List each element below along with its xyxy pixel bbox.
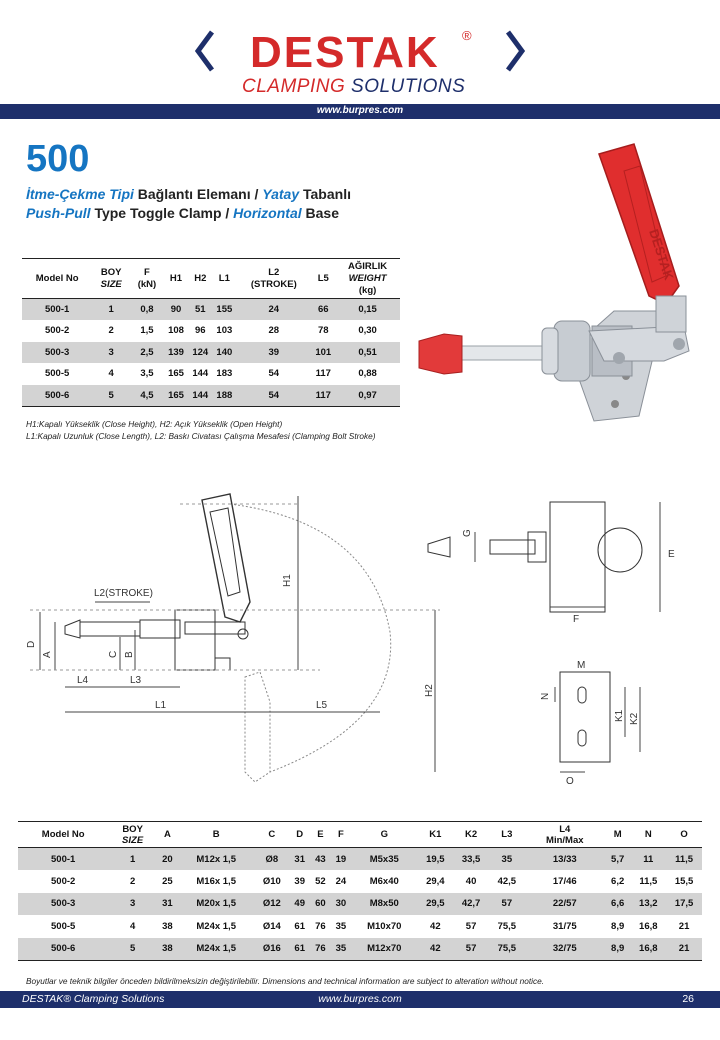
col-weight xyxy=(335,259,400,299)
table-cell: 35 xyxy=(489,848,525,871)
table-cell: 139 xyxy=(164,342,188,364)
table-cell: 19,5 xyxy=(417,848,453,871)
column-header xyxy=(254,822,289,848)
header-url-bar xyxy=(0,104,720,119)
table-cell: M6x40 xyxy=(369,875,399,887)
table-cell: 1,5 xyxy=(140,325,154,337)
table-cell: 42,5 xyxy=(497,875,517,887)
column-header-label: D xyxy=(296,829,304,840)
table-row xyxy=(18,915,702,938)
table-cell: 101 xyxy=(311,342,335,364)
label-l4: L4 xyxy=(77,675,89,686)
title-en-a: Push-Pull xyxy=(26,205,91,221)
table-cell: 39 xyxy=(294,875,305,887)
table-cell: M10x70 xyxy=(367,920,402,932)
table-cell: 17/46 xyxy=(552,875,577,887)
column-header xyxy=(289,822,310,848)
table-cell: M24x 1,5 xyxy=(178,938,255,961)
table-cell: 5,7 xyxy=(605,848,631,871)
size-en: SIZE xyxy=(100,278,122,290)
label-h2: H2 xyxy=(424,684,435,697)
col-l2 xyxy=(236,259,311,299)
table-cell: 0,97 xyxy=(335,385,400,407)
table-cell: 57 xyxy=(465,920,477,932)
table-cell: 61 xyxy=(289,938,310,961)
table-cell: M12x70 xyxy=(351,938,417,961)
label-c: C xyxy=(108,650,119,658)
label-f: F xyxy=(573,614,580,625)
table-cell: 38 xyxy=(157,938,178,961)
weight-unit: (kg) xyxy=(358,284,377,296)
note-line-1: H1:Kapalı Yükseklik (Close Height), H2: Açık Yükseklik (Open Height) xyxy=(26,419,283,429)
table-cell: 24 xyxy=(335,875,347,887)
table-cell: 117 xyxy=(311,385,335,407)
label-k2: K2 xyxy=(629,712,640,725)
header-url[interactable]: www.burpres.com xyxy=(316,105,404,116)
col-f xyxy=(130,259,164,299)
table-cell: 24 xyxy=(236,299,311,321)
table-cell: 103 xyxy=(216,325,233,337)
table-cell: 39 xyxy=(236,342,311,364)
table-cell: 15,5 xyxy=(674,875,694,887)
table-cell: 500-2 xyxy=(44,325,70,337)
table-cell: 49 xyxy=(289,893,310,916)
table-cell: 500-6 xyxy=(18,938,108,961)
table-cell: 1 xyxy=(108,848,157,871)
col-h1: H1 xyxy=(164,259,188,299)
column-header xyxy=(351,822,417,848)
label-e: E xyxy=(668,549,675,560)
title-tr-b: Bağlantı Elemanı / xyxy=(133,186,263,202)
footer-url[interactable]: www.burpres.com xyxy=(318,993,402,1005)
title-en-c: Horizontal xyxy=(233,205,302,221)
table-cell: 35 xyxy=(331,938,351,961)
dimension-table xyxy=(18,821,702,961)
table-cell: 2,5 xyxy=(130,342,164,364)
table-cell: 75,5 xyxy=(497,920,517,932)
column-header-label: K1 xyxy=(429,829,442,840)
table-cell: 500-3 xyxy=(22,342,92,364)
column-header-label: BOY xyxy=(122,823,143,835)
table-cell: 29,5 xyxy=(417,893,453,916)
table-cell: 31 xyxy=(157,893,178,916)
table-cell: Ø14 xyxy=(262,920,281,932)
page-number: 26 xyxy=(682,993,694,1005)
table-cell: 1 xyxy=(92,299,130,321)
column-header-label: M xyxy=(613,829,622,840)
table-cell: 4 xyxy=(108,368,114,380)
column-header-sub: Min/Max xyxy=(546,834,584,846)
table-row xyxy=(22,320,400,342)
column-header-label: K2 xyxy=(465,829,478,840)
label-h1: H1 xyxy=(282,574,293,587)
column-header xyxy=(331,822,351,848)
table-cell: Ø10 xyxy=(262,875,281,887)
table-cell: 33,5 xyxy=(453,848,489,871)
column-header xyxy=(157,822,178,848)
table-cell: 140 xyxy=(212,342,236,364)
table-cell: 144 xyxy=(192,368,209,380)
page-footer xyxy=(0,991,720,1008)
tagline-clamping: CLAMPING xyxy=(242,76,346,97)
table-cell: 96 xyxy=(194,325,206,337)
spec-notes xyxy=(26,418,376,442)
column-header-label: B xyxy=(212,829,220,840)
column-header-label: E xyxy=(317,829,324,840)
label-b: B xyxy=(124,651,135,658)
title-en-d: Base xyxy=(301,205,339,221)
label-l5: L5 xyxy=(316,700,328,711)
table-cell: 500-1 xyxy=(18,848,108,871)
table-cell: 60 xyxy=(310,893,330,916)
note-line-2: L1:Kapalı Uzunluk (Close Length), L2: Baskı Civatası Çalışma Mesafesi (Clamping Bolt Stroke) xyxy=(26,431,376,441)
table-cell: 13,2 xyxy=(630,893,666,916)
label-l3: L3 xyxy=(130,675,142,686)
table-cell: 155 xyxy=(212,299,236,321)
column-header xyxy=(178,822,255,848)
col-size xyxy=(92,259,130,299)
column-header xyxy=(453,822,489,848)
table-cell: 500-3 xyxy=(18,893,108,916)
table-row xyxy=(18,938,702,961)
column-header xyxy=(525,822,605,848)
spec-table xyxy=(22,258,400,407)
left-bracket-icon xyxy=(194,30,216,72)
table-cell: M20x 1,5 xyxy=(178,893,255,916)
table-cell: M16x 1,5 xyxy=(196,875,236,887)
technical-drawing xyxy=(20,482,710,792)
table-cell: 183 xyxy=(216,368,233,380)
column-header xyxy=(630,822,666,848)
table-row xyxy=(22,363,400,385)
table-cell: 35 xyxy=(335,920,347,932)
column-header-label: G xyxy=(380,829,388,840)
product-title-en xyxy=(26,205,339,221)
table-cell: 165 xyxy=(168,368,184,380)
table-cell: 40 xyxy=(465,875,477,887)
table-row xyxy=(18,893,702,916)
column-header-sub: SIZE xyxy=(122,834,144,846)
brand-tagline xyxy=(242,76,465,98)
table-cell: 32/75 xyxy=(525,938,605,961)
table-cell: M5x35 xyxy=(351,848,417,871)
brand-name: DESTAK xyxy=(250,28,440,77)
table-cell: 43 xyxy=(310,848,330,871)
table-row xyxy=(18,848,702,871)
table-cell: 54 xyxy=(268,368,280,380)
table-cell: M12x 1,5 xyxy=(178,848,255,871)
title-tr-d: Tabanlı xyxy=(299,186,351,202)
table-cell: 0,15 xyxy=(335,299,400,321)
table-cell: 11,5 xyxy=(666,848,702,871)
table-cell: 42 xyxy=(417,938,453,961)
table-cell: 0,88 xyxy=(358,368,377,380)
column-header xyxy=(108,822,157,848)
table-cell: 5 xyxy=(108,938,157,961)
column-header-label: F xyxy=(337,829,344,840)
destak-logo xyxy=(190,24,530,100)
column-header xyxy=(310,822,330,848)
title-tr-a: İtme-Çekme Tipi xyxy=(26,186,134,202)
table-cell: 16,8 xyxy=(639,920,658,932)
table-cell: 0,30 xyxy=(358,325,377,337)
table-cell: 31 xyxy=(289,848,310,871)
table-cell: 51 xyxy=(188,299,212,321)
table-cell: 2 xyxy=(129,875,136,887)
page-header xyxy=(0,0,720,120)
table-cell: 500-6 xyxy=(22,385,92,407)
label-l2-stroke: L2(STROKE) xyxy=(94,588,153,599)
right-bracket-icon xyxy=(504,30,526,72)
table-cell: 6,2 xyxy=(611,875,625,887)
table-cell: 188 xyxy=(212,385,236,407)
weight-tr: AĞIRLIK xyxy=(348,260,388,272)
table-cell: 11 xyxy=(630,848,666,871)
table-cell: 500-1 xyxy=(22,299,92,321)
table-cell: 28 xyxy=(268,325,280,337)
table-cell: 22/57 xyxy=(525,893,605,916)
table-cell: 124 xyxy=(188,342,212,364)
table-cell: 76 xyxy=(310,938,330,961)
registered-mark: ® xyxy=(462,28,472,43)
table-cell: 75,5 xyxy=(489,938,525,961)
table-cell: 76 xyxy=(315,920,326,932)
table-cell: 3 xyxy=(92,342,130,364)
table-cell: 57 xyxy=(489,893,525,916)
label-o: O xyxy=(566,776,574,787)
table-cell: M24x 1,5 xyxy=(196,920,236,932)
table-cell: 13/33 xyxy=(525,848,605,871)
table-cell: 31/75 xyxy=(552,920,577,932)
product-photo xyxy=(404,136,704,426)
label-g: G xyxy=(462,529,473,537)
table-cell: 21 xyxy=(666,938,702,961)
table-cell: 30 xyxy=(331,893,351,916)
col-h2: H2 xyxy=(188,259,212,299)
f-label: F xyxy=(144,266,150,278)
table-cell: 500-2 xyxy=(51,875,76,887)
column-header-label: A xyxy=(163,829,171,840)
tagline-solutions: SOLUTIONS xyxy=(351,76,466,97)
table-cell: 66 xyxy=(311,299,335,321)
table-row xyxy=(22,342,400,364)
column-header-label: L3 xyxy=(501,829,513,840)
table-cell: 21 xyxy=(678,920,690,932)
table-cell: 29,4 xyxy=(426,875,445,887)
column-header-label: O xyxy=(680,829,688,840)
col-model: Model No xyxy=(22,259,92,299)
col-l5: L5 xyxy=(311,259,335,299)
table-cell: 165 xyxy=(164,385,188,407)
l2-label: L2 xyxy=(268,266,280,278)
column-header-label: N xyxy=(644,829,652,840)
table-cell: 3,5 xyxy=(140,368,154,380)
label-m: M xyxy=(577,660,586,671)
table-cell: 57 xyxy=(453,938,489,961)
table-cell: 108 xyxy=(168,325,184,337)
table-cell: 144 xyxy=(188,385,212,407)
weight-en: WEIGHT xyxy=(348,272,387,284)
column-header-label: Model No xyxy=(41,829,85,840)
table-row xyxy=(18,870,702,893)
table-cell: 8,9 xyxy=(605,938,631,961)
table-cell: 500-5 xyxy=(51,920,76,932)
table-cell: 19 xyxy=(331,848,351,871)
table-cell: 500-5 xyxy=(44,368,70,380)
table-cell: 90 xyxy=(164,299,188,321)
table-cell: 78 xyxy=(317,325,329,337)
table-cell: 2 xyxy=(108,325,114,337)
table-cell: M8x50 xyxy=(351,893,417,916)
table-cell: 11,5 xyxy=(639,875,658,887)
title-tr-c: Yatay xyxy=(262,186,300,202)
table-cell: Ø16 xyxy=(254,938,289,961)
table-cell: 61 xyxy=(294,920,305,932)
table-cell: 38 xyxy=(162,920,173,932)
label-a: A xyxy=(42,651,53,658)
column-header xyxy=(18,822,108,848)
table-cell: 8,9 xyxy=(611,920,625,932)
spec-table-header xyxy=(22,259,400,299)
table-cell: 42 xyxy=(430,920,441,932)
column-header-label: C xyxy=(268,829,276,840)
table-cell: 52 xyxy=(315,875,326,887)
table-cell: 3 xyxy=(108,893,157,916)
table-cell: 54 xyxy=(236,385,311,407)
size-tr: BOY xyxy=(100,266,122,278)
dimension-table-header xyxy=(18,822,702,848)
table-cell: 0,8 xyxy=(130,299,164,321)
label-k1: K1 xyxy=(614,709,625,722)
label-n: N xyxy=(540,692,551,700)
footer-brand: DESTAK® Clamping Solutions xyxy=(22,993,165,1005)
column-header xyxy=(666,822,702,848)
table-cell: 42,7 xyxy=(453,893,489,916)
table-cell: 117 xyxy=(315,368,331,380)
svg-text:DESTAK: DESTAK xyxy=(646,227,677,282)
table-cell: 25 xyxy=(162,875,173,887)
l2-sub: (STROKE) xyxy=(250,278,297,290)
product-title-tr xyxy=(26,186,351,202)
table-cell: 6,6 xyxy=(605,893,631,916)
title-en-b: Type Toggle Clamp / xyxy=(90,205,234,221)
page-title: 500 xyxy=(26,138,90,180)
table-cell: 4,5 xyxy=(130,385,164,407)
table-cell: 0,51 xyxy=(335,342,400,364)
col-l1: L1 xyxy=(212,259,236,299)
label-l1: L1 xyxy=(155,700,167,711)
disclaimer: Boyutlar ve teknik bilgiler önceden bildirilmeksizin değiştirilebilir. Dimensions and technical information are subject to alteration without notice. xyxy=(26,976,545,986)
table-cell: 17,5 xyxy=(666,893,702,916)
column-header xyxy=(489,822,525,848)
f-unit: (kN) xyxy=(137,278,157,290)
table-cell: Ø8 xyxy=(254,848,289,871)
table-cell: 16,8 xyxy=(630,938,666,961)
label-d: D xyxy=(26,640,37,648)
table-row xyxy=(22,299,400,321)
table-row xyxy=(22,385,400,407)
column-header xyxy=(605,822,631,848)
column-header xyxy=(417,822,453,848)
table-cell: 4 xyxy=(129,920,136,932)
table-cell: 20 xyxy=(157,848,178,871)
table-cell: Ø12 xyxy=(254,893,289,916)
column-header-label: L4 xyxy=(559,823,571,835)
table-cell: 5 xyxy=(92,385,130,407)
